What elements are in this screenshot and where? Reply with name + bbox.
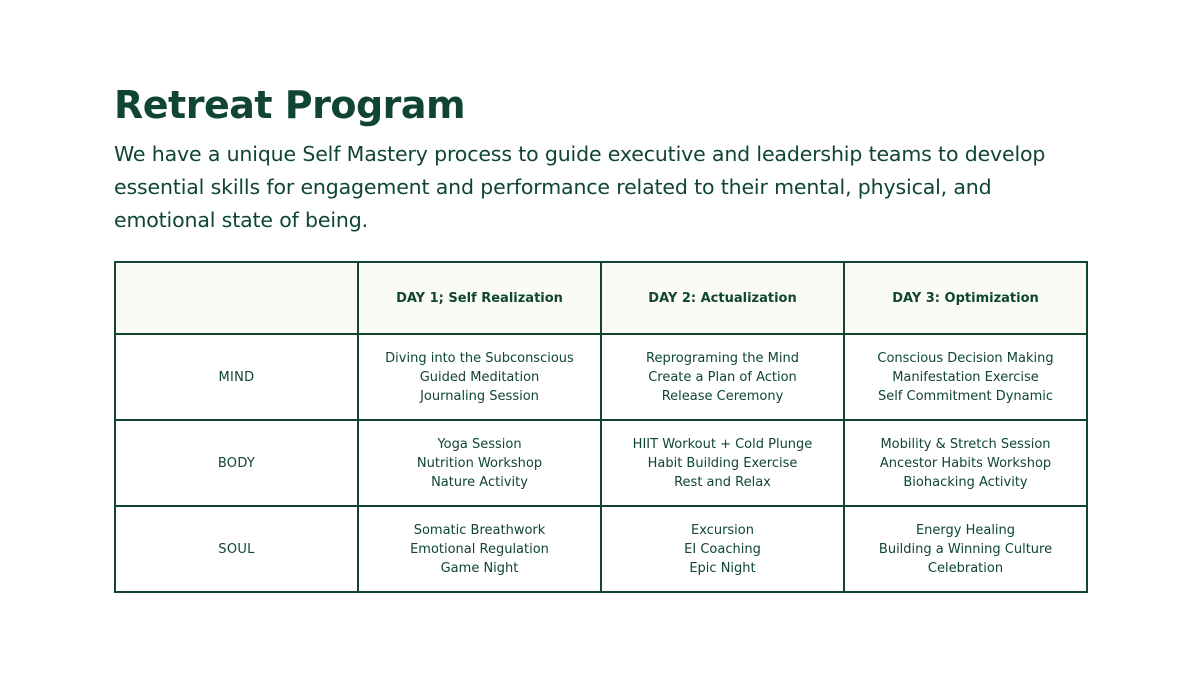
activity-item: Reprograming the Mind [646,350,799,366]
activity-item: Self Commitment Dynamic [877,388,1054,404]
activity-item: Nature Activity [431,474,528,490]
row-label-mind: MIND [115,334,358,420]
activity-item: Biohacking Activity [903,474,1028,490]
activity-item: Excursion [691,522,754,538]
table-row-mind [115,334,1087,420]
cell-soul-day-3 [844,506,1087,592]
activity-item: Game Night [440,560,519,576]
header-corner-cell [115,262,358,334]
cell-body-day-3 [844,420,1087,506]
activity-item: Yoga Session [437,436,522,452]
activity-item: Conscious Decision Making [877,350,1054,366]
cell-mind-day-2 [601,334,844,420]
activity-item: Nutrition Workshop [416,455,543,471]
cell-body-day-2 [601,420,844,506]
activity-item: Create a Plan of Action [648,369,797,385]
activity-item: Energy Healing [915,522,1016,538]
cell-mind-day-3 [844,334,1087,420]
activity-item: Celebration [927,560,1004,576]
cell-body-day-1 [358,420,601,506]
activity-item: Somatic Breathwork [413,522,546,538]
program-table [114,261,1088,593]
cell-soul-day-2 [601,506,844,592]
row-label-body: BODY [115,420,358,506]
day-3-header: DAY 3: Optimization [844,262,1087,334]
activity-item: Manifestation Exercise [892,369,1039,385]
activity-item: Guided Meditation [419,369,540,385]
intro-paragraph: We have a unique Self Mastery process to guide executive and leadership teams to develop essential skills for engagement and performance related to their mental, physical, and emotional state of being. [114,142,1046,232]
activity-item: Diving into the Subconscious [385,350,574,366]
page-title: Retreat Program [114,83,466,127]
day-1-header: DAY 1; Self Realization [358,262,601,334]
table-header-row [115,262,1087,334]
cell-mind-day-1 [358,334,601,420]
activity-item: Habit Building Exercise [647,455,798,471]
activity-item: Building a Winning Culture [878,541,1053,557]
table-row-soul [115,506,1087,592]
cell-soul-day-1 [358,506,601,592]
activity-item: EI Coaching [684,541,761,557]
activity-item: Epic Night [689,560,756,576]
day-2-header: DAY 2: Actualization [601,262,844,334]
activity-item: Mobility & Stretch Session [880,436,1051,452]
activity-item: Rest and Relax [674,474,771,490]
activity-item: HIIT Workout + Cold Plunge [632,436,813,452]
activity-item: Emotional Regulation [410,541,549,557]
activity-item: Release Ceremony [661,388,784,404]
activity-item: Ancestor Habits Workshop [879,455,1052,471]
activity-item: Journaling Session [420,388,539,404]
table-row-body [115,420,1087,506]
row-label-soul: SOUL [115,506,358,592]
